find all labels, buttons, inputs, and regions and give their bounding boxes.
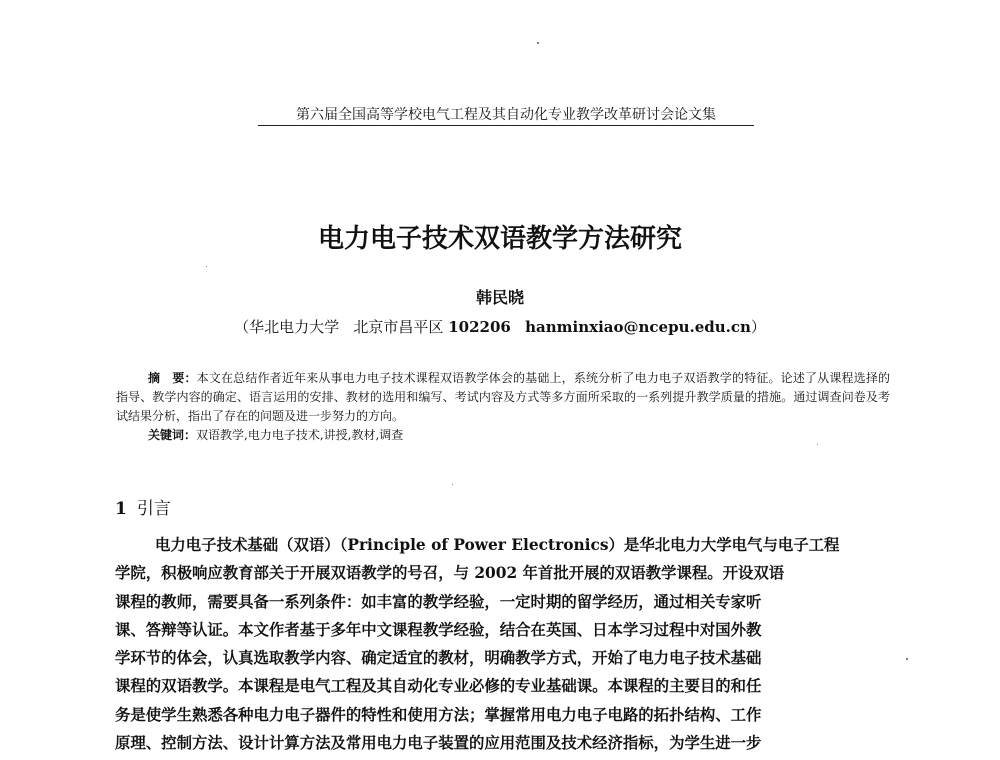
abstract-text: 本文在总结作者近年来从事电力电子技术课程双语教学体会的基础上，系统分析了电力电子双语教学的特征。论述了从课程选择的指导、教学内容的确定、语言运用的安排、教材的选用和编写、考试内容及方式等多方面所采取的一系列提升教学质量的措施。通过调查问卷及考试结果分析，指出了存在的问题及进一步努力的方向。: [116, 371, 890, 423]
header-rule: [258, 125, 754, 126]
running-header: 第六届全国高等学校电气工程及其自动化专业教学改革研讨会论文集: [296, 107, 716, 123]
section-number: 1: [115, 499, 127, 519]
scan-speck: [206, 266, 207, 267]
scan-speck: [906, 658, 908, 660]
scan-speck: [452, 484, 453, 485]
scan-speck: [537, 42, 539, 44]
body-line: 电力电子技术基础（双语）（Principle of Power Electronics）是华北电力大学电气与电子工程: [155, 536, 840, 554]
abstract-label: 摘 要：: [148, 371, 197, 385]
abstract: [116, 369, 890, 426]
body-line: 务是使学生熟悉各种电力电子器件的特性和使用方法；掌握常用电力电子电路的拓扑结构、工作: [115, 705, 762, 724]
affiliation-close-paren: ）: [750, 318, 766, 336]
keywords-label: 关键词：: [148, 428, 197, 442]
section-heading: [115, 494, 171, 519]
affiliation-university: 华北电力大学: [249, 318, 340, 336]
section-title: 引言: [136, 499, 171, 519]
keywords-text: 双语教学,电力电子技术,讲授,教材,调查: [196, 428, 404, 442]
author-name: 韩民晓: [475, 288, 524, 307]
affiliation-postcode: 102206: [448, 318, 511, 336]
keywords: [148, 426, 888, 445]
body-line: 原理、控制方法、设计计算方法及常用电力电子装置的应用范围及技术经济指标，为学生进一步: [115, 734, 762, 753]
scan-speck: [817, 444, 818, 445]
body-line: 课程的教师，需要具备一系列条件：如丰富的教学经验，一定时期的留学经历，通过相关专家听: [115, 592, 762, 611]
affiliation-open-paren: （: [234, 318, 250, 336]
author-email: hanminxiao@ncepu.edu.cn: [525, 318, 751, 336]
author-affiliation: [0, 316, 1000, 337]
affiliation-address: 北京市昌平区: [353, 318, 444, 336]
body-line: 学环节的体会，认真选取教学内容、确定适宜的教材，明确教学方式，开始了电力电子技术基础: [115, 649, 762, 668]
body-line: 学院，积极响应教育部关于开展双语教学的号召，与 2002 年首批开展的双语教学课程。开设双语: [115, 564, 785, 583]
body-line: 课程的双语教学。本课程是电气工程及其自动化专业必修的专业基础课。本课程的主要目的和任: [115, 677, 762, 696]
body-paragraph: [115, 531, 890, 757]
paper-title: 电力电子技术双语教学方法研究: [317, 224, 682, 254]
body-line: 课、答辩等认证。本文作者基于多年中文课程教学经验，结合在英国、日本学习过程中对国外教: [115, 620, 762, 639]
